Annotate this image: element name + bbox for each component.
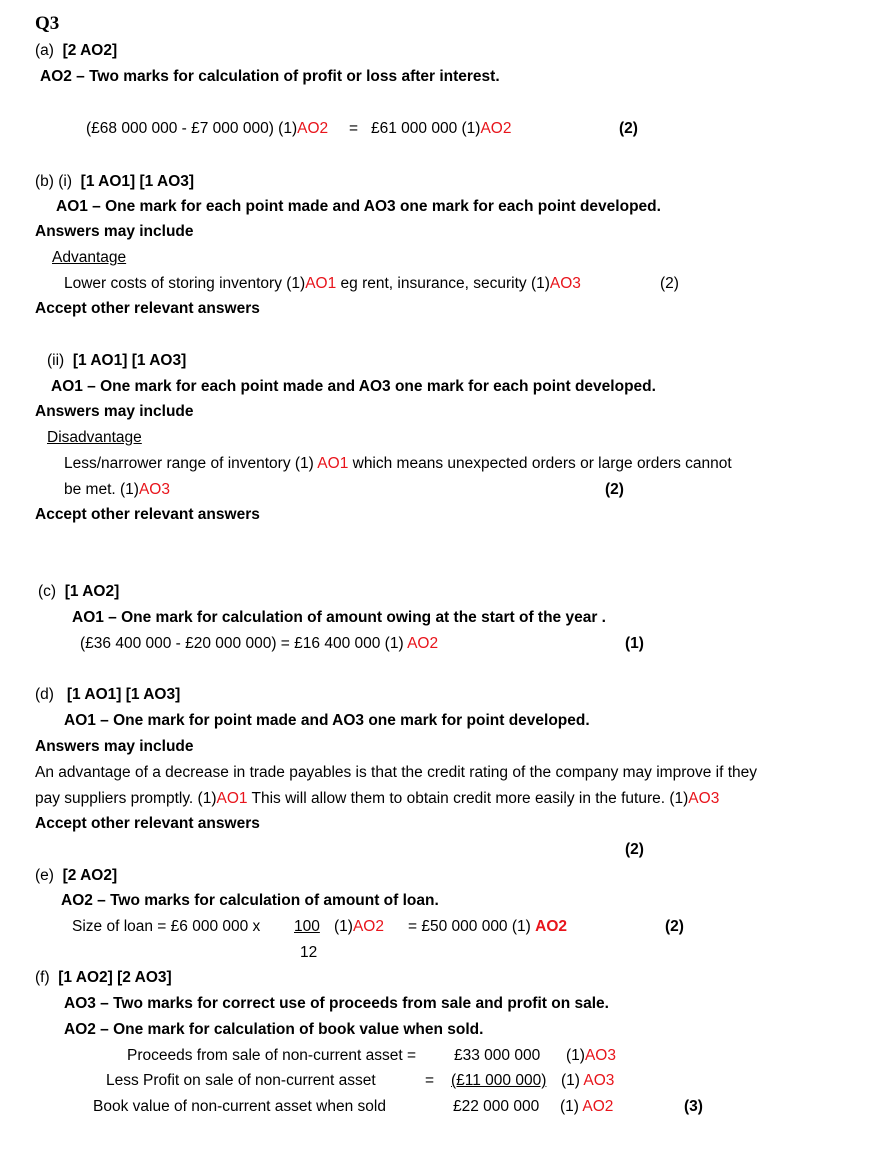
part-c-header [38, 582, 119, 602]
marks-allocation: [1 AO2] [2 AO3] [58, 969, 172, 986]
row2-equals: = [425, 1072, 435, 1089]
part-b-heading: AO1 – One mark for each point made and AO3 one mark for each point developed. [56, 198, 661, 215]
row2-value: (£11 000 000) [451, 1072, 547, 1089]
part-label: (b) (i) [35, 173, 73, 190]
part-label: (d) [35, 686, 54, 703]
row1-mark [566, 1046, 616, 1066]
part-c-heading: AO1 – One mark for calculation of amount owing at the start of the year . [72, 609, 606, 626]
part-f-total: (3) [684, 1098, 703, 1115]
mark-text: (1) [566, 1047, 585, 1064]
part-label: (f) [35, 969, 50, 986]
answers-label: Answers may include [35, 738, 194, 755]
dev-text: eg rent, insurance, security (1) [336, 275, 550, 292]
fraction-denominator: 12 [300, 944, 318, 961]
ao-code: AO1 [317, 455, 349, 472]
accept-note: Accept other relevant answers [35, 300, 260, 317]
part-a-header [35, 41, 117, 61]
row1-label: Proceeds from sale of non-current asset = [127, 1047, 417, 1064]
calc-text: (£68 000 000 - £7 000 000) (1) [86, 120, 298, 137]
mark-text: (1) [334, 918, 353, 935]
ao-code: AO3 [583, 1072, 615, 1089]
part-a-calculation [86, 119, 328, 139]
marks-allocation: [2 AO2] [62, 867, 118, 884]
ao-code: AO3 [549, 275, 581, 292]
mark-text: (1) [561, 1072, 584, 1089]
part-e-total: (2) [665, 918, 684, 935]
part-d-answer-line1: An advantage of a decrease in trade payables is that the credit rating of the company may improve if they [35, 764, 758, 781]
part-d-header [35, 685, 180, 705]
ao-code: AO3 [584, 1047, 616, 1064]
part-a-result [371, 119, 511, 139]
ao-code: AO3 [688, 790, 720, 807]
ao-code: AO2 [582, 1098, 614, 1115]
part-e-heading: AO2 – Two marks for calculation of amount of loan. [61, 892, 439, 909]
accept-note: Accept other relevant answers [35, 506, 260, 523]
row3-value: £22 000 000 [453, 1098, 540, 1115]
answers-label: Answers may include [35, 403, 194, 420]
marks-allocation: [1 AO1] [1 AO3] [80, 173, 195, 190]
point-text: Lower costs of storing inventory (1) [64, 275, 306, 292]
row3-label: Book value of non-current asset when sold [93, 1098, 386, 1115]
ao-code: AO2 [352, 918, 384, 935]
part-b2-heading: AO1 – One mark for each point made and AO3 one mark for each point developed. [51, 378, 656, 395]
part-c-calculation [80, 634, 438, 654]
disadvantage-point-line2 [64, 480, 170, 500]
row2-mark [561, 1071, 614, 1091]
advantage-heading: Advantage [52, 249, 127, 266]
equals-sign: = [349, 120, 359, 137]
part-c-total: (1) [625, 635, 644, 652]
part-b2-header [47, 351, 186, 371]
part-a-heading: AO2 – Two marks for calculation of profit or loss after interest. [40, 68, 500, 85]
ao-code: AO2 [535, 918, 567, 935]
advantage-point [64, 274, 581, 294]
part-d-heading: AO1 – One mark for point made and AO3 one mark for point developed. [64, 712, 590, 729]
part-b-total: (2) [660, 275, 679, 292]
disadvantage-heading: Disadvantage [47, 429, 142, 446]
accept-note: Accept other relevant answers [35, 815, 260, 832]
question-title: Q3 [35, 13, 60, 34]
row1-value: £33 000 000 [454, 1047, 541, 1064]
answer-text: pay suppliers promptly. (1) [35, 790, 217, 807]
point-text: be met. (1) [64, 481, 139, 498]
part-e-header [35, 866, 117, 886]
marks-allocation: [1 AO1] [1 AO3] [72, 352, 187, 369]
part-d-total: (2) [625, 841, 644, 858]
marks-allocation: [2 AO2] [62, 42, 118, 59]
part-e-size-text: Size of loan = £6 000 000 x [72, 918, 261, 935]
disadvantage-point-line1 [64, 454, 732, 474]
ao-code: AO2 [297, 120, 329, 137]
calc-text: (£36 400 000 - £20 000 000) = £16 400 000 (1) [80, 635, 408, 652]
part-a-total: (2) [619, 120, 638, 137]
result-text: £61 000 000 (1) [371, 120, 481, 137]
mark-text: (1) [560, 1098, 583, 1115]
part-f-heading2: AO2 – One mark for calculation of book value when sold. [64, 1021, 484, 1038]
answers-label: Answers may include [35, 223, 194, 240]
part-label: (ii) [47, 352, 65, 369]
point-text: Less/narrower range of inventory (1) [64, 455, 318, 472]
part-e-result [408, 917, 567, 937]
marks-allocation: [1 AO1] [1 AO3] [66, 686, 181, 703]
ao-code: AO1 [216, 790, 248, 807]
part-label: (c) [38, 583, 57, 600]
part-label: (a) [35, 42, 54, 59]
result-text: = £50 000 000 (1) [408, 918, 536, 935]
part-d-answer-line2 [35, 789, 719, 809]
marks-allocation: [1 AO2] [64, 583, 120, 600]
part-label: (e) [35, 867, 54, 884]
point-rest: which means unexpected orders or large orders cannot [348, 455, 732, 472]
part-e-mark1 [334, 917, 384, 937]
part-f-heading1: AO3 – Two marks for correct use of proceeds from sale and profit on sale. [64, 995, 609, 1012]
ao-code: AO2 [480, 120, 512, 137]
row2-label: Less Profit on sale of non-current asset [106, 1072, 376, 1089]
part-b2-total: (2) [605, 481, 624, 498]
ao-code: AO1 [305, 275, 337, 292]
fraction-numerator: 100 [294, 918, 320, 935]
ao-code: AO2 [407, 635, 439, 652]
part-b-header [35, 172, 194, 192]
answer-rest: This will allow them to obtain credit more easily in the future. (1) [247, 790, 689, 807]
row3-mark [560, 1097, 613, 1117]
part-f-header [35, 968, 172, 988]
ao-code: AO3 [138, 481, 170, 498]
